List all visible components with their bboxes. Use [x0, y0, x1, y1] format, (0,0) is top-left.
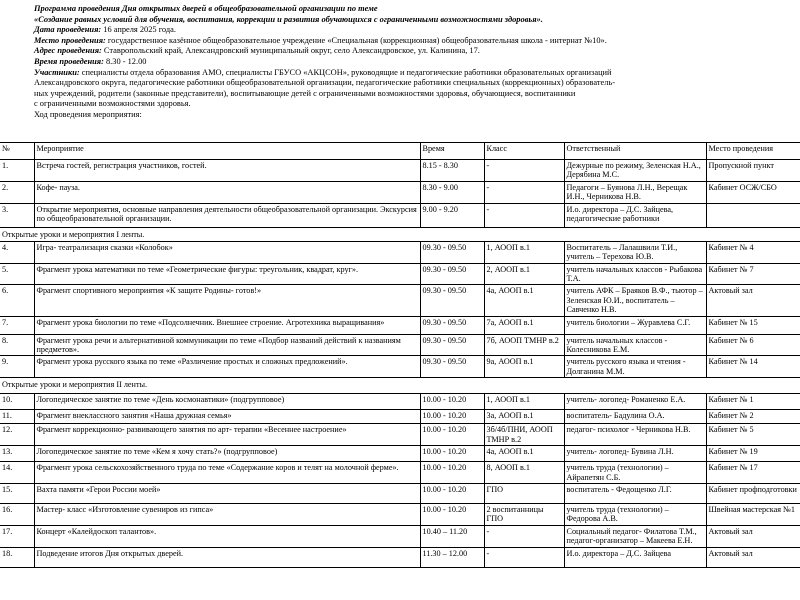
row-time: 8.15 - 8.30: [420, 160, 484, 182]
row-time: 10.00 - 10.20: [420, 446, 484, 462]
section-title: Открытые уроки и мероприятия II ленты.: [0, 378, 800, 394]
table-row: [0, 483, 800, 503]
row-location: Кабинет № 7: [706, 263, 800, 285]
row-number: 14.: [0, 462, 34, 484]
row-time: 09.30 - 09.50: [420, 285, 484, 316]
row-number: 4.: [0, 241, 34, 263]
title-line-1: Программа проведения Дня открытых дверей в общеобразовательной организации по теме: [34, 4, 378, 13]
row-number: 18.: [0, 547, 34, 567]
row-class: -: [484, 547, 564, 567]
row-location: Кабинет профподготовки: [706, 483, 800, 503]
table-row: [0, 263, 800, 285]
col-header-class: Класс: [484, 143, 564, 160]
col-header-number: №: [0, 143, 34, 160]
address-label: Адрес проведения:: [34, 46, 102, 56]
row-time: 11.30 – 12.00: [420, 547, 484, 567]
participants-text-2: Александровского округа, педагогические работники общеобразовательной организации, педагогические работники специальных (коррекционных) образователь-: [34, 78, 616, 88]
row-number: 12.: [0, 424, 34, 446]
row-class: 8, АООП в.1: [484, 462, 564, 484]
row-time: 10.00 - 10.20: [420, 410, 484, 424]
row-class: 7а, АООП в.1: [484, 316, 564, 334]
row-event: Фрагмент урока сельскохозяйственного труда по теме «Содержание коров и телят на молочной ферме».: [34, 462, 420, 484]
row-responsible: воспитатель - Федощенко Л.Г.: [564, 483, 706, 503]
row-number: 6.: [0, 285, 34, 316]
row-time: 09.30 - 09.50: [420, 356, 484, 378]
row-event: Логопедическое занятие по теме «День космонавтики» (подгрупповое): [34, 394, 420, 410]
row-event: Мастер- класс «Изготовление сувениров из гипса»: [34, 503, 420, 525]
row-number: 9.: [0, 356, 34, 378]
row-class: 4а, АООП в.1: [484, 285, 564, 316]
row-number: 1.: [0, 160, 34, 182]
row-class: 3б/4б/ПНИ, АООП ТМНР в.2: [484, 424, 564, 446]
participants-line: [34, 68, 794, 79]
document-header: [34, 4, 794, 121]
row-location: Кабинет № 4: [706, 241, 800, 263]
row-event: Концерт «Калейдоскоп талантов».: [34, 525, 420, 547]
title-line-2: «Создание равных условий для обучения, воспитания, коррекции и развития обучающихся с ограниченными возможностями здоровья».: [34, 14, 543, 24]
row-event: Фрагмент урока речи и альтернативной коммуникации по теме «Подбор названий действий к названиям предметов».: [34, 334, 420, 356]
row-time: 10.40 – 11.20: [420, 525, 484, 547]
row-location: Пропускной пункт: [706, 160, 800, 182]
participants-label: Участники:: [34, 67, 80, 77]
row-responsible: учитель- логопед- Бувина Л.Н.: [564, 446, 706, 462]
row-number: 16.: [0, 503, 34, 525]
row-location: Кабинет № 15: [706, 316, 800, 334]
row-class: 7б, АООП ТМНР в.2: [484, 334, 564, 356]
table-row: [0, 410, 800, 424]
row-class: 9а, АООП в.1: [484, 356, 564, 378]
row-responsible: учитель АФК – Браяков В.Ф., тьютор – Зеленская Ю.И., воспитатель – Савченко Н.В.: [564, 285, 706, 316]
row-time: 10.00 - 10.20: [420, 483, 484, 503]
row-location: Кабинет № 1: [706, 394, 800, 410]
row-class: 2, АООП в.1: [484, 263, 564, 285]
participants-text-4: с ограниченными возможностями здоровья.: [34, 99, 191, 109]
row-event: Игра- театрализация сказки «Колобок»: [34, 241, 420, 263]
row-event: Фрагмент урока русского языка по теме «Различение простых и сложных предложений».: [34, 356, 420, 378]
row-number: 11.: [0, 410, 34, 424]
table-row: [0, 182, 800, 204]
place-label: Место проведения:: [34, 35, 106, 45]
row-class: 4а, АООП в.1: [484, 446, 564, 462]
table-row: [0, 356, 800, 378]
table-row: [0, 503, 800, 525]
date-value: 16 апреля 2025 года.: [101, 25, 176, 35]
row-time: 8.30 - 9.00: [420, 182, 484, 204]
address-line: [34, 46, 794, 57]
section-title: Открытые уроки и мероприятия I ленты.: [0, 227, 800, 241]
row-event: Фрагмент внеклассного занятия «Наша дружная семья»: [34, 410, 420, 424]
col-header-responsible: Ответственный: [564, 143, 706, 160]
table-row: [0, 394, 800, 410]
row-class: -: [484, 182, 564, 204]
row-responsible: педагог- психолог - Черникова Н.В.: [564, 424, 706, 446]
row-responsible: учитель труда (технологии) – Федорова А.В.: [564, 503, 706, 525]
col-header-location: Место проведения: [706, 143, 800, 160]
row-event: Кофе- пауза.: [34, 182, 420, 204]
row-event: Открытие мероприятия, основные направления деятельности общеобразовательной организации. Экскурсия по общеобразовательной организации.: [34, 203, 420, 227]
row-number: 17.: [0, 525, 34, 547]
row-class: -: [484, 525, 564, 547]
place-value: государственное казённое общеобразовательное учреждение «Специальная (коррекционная) общеобразовательная школа - интернат №10».: [105, 35, 607, 45]
participants-text-3: ных учреждений, родители (законные представители), воспитывающие детей с ограниченными возможностями здоровья, обучающиеся, воспитанники: [34, 88, 576, 98]
row-location: Актовый зал: [706, 525, 800, 547]
table-row: [0, 160, 800, 182]
row-responsible: Социальный педагог- Филатова Т.М., педагог-организатор – Макеева Е.Н.: [564, 525, 706, 547]
table-row: [0, 334, 800, 356]
place-line: [34, 36, 794, 47]
row-responsible: Воспитатель – Лалашвили Т.И., учитель – Терехова Ю.В.: [564, 241, 706, 263]
table-row: [0, 525, 800, 547]
row-number: 8.: [0, 334, 34, 356]
time-label: Время проведения:: [34, 56, 104, 66]
row-number: 7.: [0, 316, 34, 334]
row-event: Встреча гостей, регистрация участников, гостей.: [34, 160, 420, 182]
row-responsible: учитель русского языка и чтения - Долганина М.М.: [564, 356, 706, 378]
time-value: 8.30 - 12.00: [103, 56, 147, 66]
col-header-time: Время: [420, 143, 484, 160]
date-label: Дата проведения:: [34, 25, 102, 35]
row-responsible: учитель- логопед- Романенко Е.А.: [564, 394, 706, 410]
row-responsible: учитель начальных классов - Рыбакова Т.А.: [564, 263, 706, 285]
row-location: Кабинет № 6: [706, 334, 800, 356]
row-class: 2 воспитанницы ГПО: [484, 503, 564, 525]
row-class: -: [484, 203, 564, 227]
section-row: [0, 227, 800, 241]
row-event: Фрагмент урока математики по теме «Геометрические фигуры: треугольник, квадрат, круг».: [34, 263, 420, 285]
row-class: -: [484, 160, 564, 182]
row-class: ГПО: [484, 483, 564, 503]
row-time: 09.30 - 09.50: [420, 334, 484, 356]
course-heading: Ход проведения мероприятия:: [34, 109, 142, 119]
row-time: 10.00 - 10.20: [420, 503, 484, 525]
row-location: Кабинет № 14: [706, 356, 800, 378]
row-number: 3.: [0, 203, 34, 227]
row-number: 15.: [0, 483, 34, 503]
row-responsible: Дежурные по режиму, Зеленская Н.А., Дерябина М.С.: [564, 160, 706, 182]
row-time: 09.30 - 09.50: [420, 241, 484, 263]
row-time: 09.30 - 09.50: [420, 263, 484, 285]
table-row: [0, 424, 800, 446]
row-location: Швейная мастерская №1: [706, 503, 800, 525]
row-event: Фрагмент коррекционно- развивающего занятия по арт- терапии «Весеннее настроение»: [34, 424, 420, 446]
table-row: [0, 547, 800, 567]
table-row: [0, 203, 800, 227]
row-number: 2.: [0, 182, 34, 204]
row-responsible: учитель труда (технологии) – Айрапетян С.Б.: [564, 462, 706, 484]
row-event: Фрагмент урока биологии по теме «Подсолнечник. Внешнее строение. Агротехника выращивания»: [34, 316, 420, 334]
table-row: [0, 285, 800, 316]
row-event: Подведение итогов Дня открытых дверей.: [34, 547, 420, 567]
schedule-body: [0, 143, 800, 568]
row-location: Кабинет ОСЖ/СБО: [706, 182, 800, 204]
row-responsible: учитель начальных классов - Колесникова Е.М.: [564, 334, 706, 356]
row-time: 10.00 - 10.20: [420, 424, 484, 446]
row-responsible: И.о. директора – Д.С. Зайцева, педагогические работники: [564, 203, 706, 227]
row-event: Логопедическое занятие по теме «Кем я хочу стать?» (подгрупповое): [34, 446, 420, 462]
table-row: [0, 316, 800, 334]
row-responsible: И.о. директора – Д.С. Зайцева: [564, 547, 706, 567]
row-class: 3а, АООП в.1: [484, 410, 564, 424]
table-row: [0, 462, 800, 484]
row-number: 13.: [0, 446, 34, 462]
section-row: [0, 378, 800, 394]
row-location: Кабинет № 19: [706, 446, 800, 462]
table-header-row: [0, 143, 800, 160]
address-value: Ставропольский край, Александровский муниципальный округ, село Александровское, ул. Калинина, 17.: [101, 46, 480, 56]
row-number: 10.: [0, 394, 34, 410]
row-location: Актовый зал: [706, 547, 800, 567]
row-responsible: воспитатель- Бадулина О.А.: [564, 410, 706, 424]
row-location: [706, 203, 800, 227]
table-row: [0, 241, 800, 263]
row-location: Кабинет № 5: [706, 424, 800, 446]
date-line: [34, 25, 794, 36]
row-location: Актовый зал: [706, 285, 800, 316]
row-event: Вахта памяти «Герои России моей»: [34, 483, 420, 503]
table-row: [0, 446, 800, 462]
row-event: Фрагмент спортивного мероприятия «К защите Родины- готов!»: [34, 285, 420, 316]
row-responsible: Педагоги – Буянова Л.Н., Верещак И.Н., Черникова Н.В.: [564, 182, 706, 204]
row-location: Кабинет № 2: [706, 410, 800, 424]
participants-text-1: специалисты отдела образования АМО, специалисты ГБУСО «АКЦСОН», руководящие и педагогические работники образовательных организаций: [79, 67, 612, 77]
row-time: 9.00 - 9.20: [420, 203, 484, 227]
row-number: 5.: [0, 263, 34, 285]
row-time: 09.30 - 09.50: [420, 316, 484, 334]
row-responsible: учитель биологии – Журавлева С.Г.: [564, 316, 706, 334]
row-class: 1, АООП в.1: [484, 241, 564, 263]
row-location: Кабинет № 17: [706, 462, 800, 484]
col-header-event: Мероприятие: [34, 143, 420, 160]
time-line: [34, 57, 794, 68]
row-class: 1, АООП в.1: [484, 394, 564, 410]
row-time: 10.00 - 10.20: [420, 462, 484, 484]
row-time: 10.00 - 10.20: [420, 394, 484, 410]
schedule-table: [0, 142, 800, 568]
